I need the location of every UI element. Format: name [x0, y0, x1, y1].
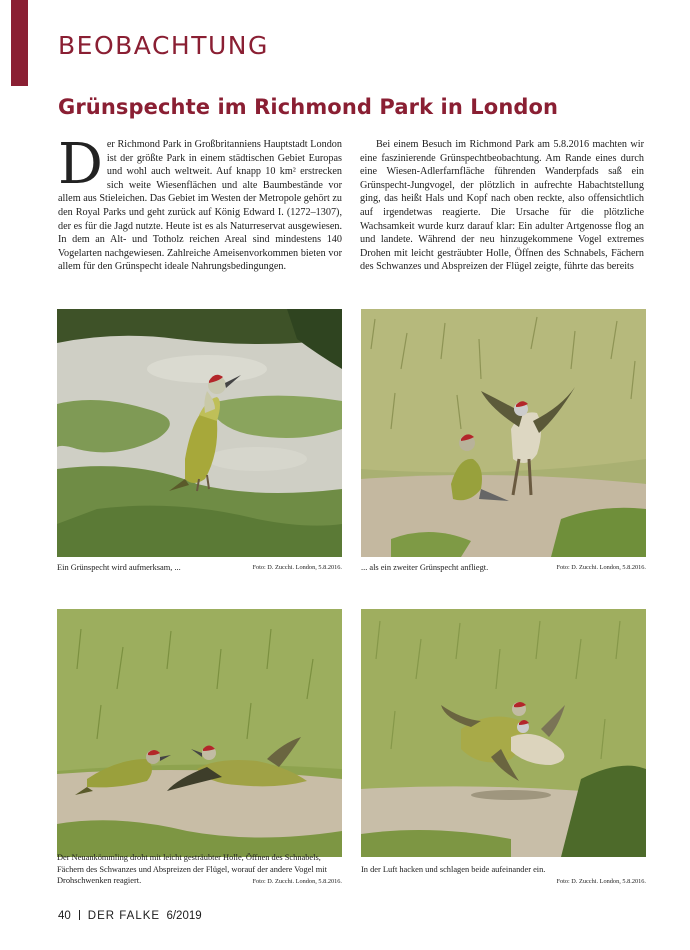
photo-caption-2 [361, 562, 646, 574]
photo-woodpecker-alert [57, 309, 342, 557]
article-column-right: Bei einem Besuch im Richmond Park am 5.8.2016 machten wir eine faszinierende Grünspechtbeobachtung. Am Rande eines durch eine Wiesen-Adlerfarnfläche führenden Wanderpfads saß ein Grünspecht-Jungvogel, der plötzlich in aufrechte Habachtstellung ging, das heißt Hals und Kopf nach oben reckte, also offensichtlich auf irgendetwas reagierte. Die Ursache für die plötzliche Wachsamkeit wurde kurz darauf klar: Ein adulter Artgenosse flog an und landete. Während der neu hinzugekommene Vogel extremes Drohen mit leicht gesträubter Holle, Öffnen des Schnabels, Fächern des Schwanzes und Abspreizen der Flügel zeigte, führte das bereits [360, 139, 644, 273]
page-footer [58, 910, 202, 922]
photo-caption-3 [57, 852, 342, 888]
photo-credit: Foto: D. Zucchi. London, 5.8.2016. [252, 878, 342, 886]
photo-aerial-fight [361, 609, 646, 857]
photo-caption-1 [57, 562, 342, 574]
photo-second-woodpecker-landing [361, 309, 646, 557]
section-title: BEOBACHTUNG [58, 31, 269, 60]
caption-text: Ein Grünspecht wird aufmerksam, ... [57, 563, 181, 572]
section-accent-bar [11, 0, 28, 86]
photo-credit: Foto: D. Zucchi. London, 5.8.2016. [556, 878, 646, 886]
caption-text: Der Neuankömmling droht mit leicht gesträubter Holle, Öffnen des Schnabels, Fächern des Schwanzes und Abspreizen der Flügel, worauf der andere Vogel mit Drohschwenken reagiert. [57, 853, 327, 886]
dropcap: D [58, 132, 103, 197]
article-title: Grünspechte im Richmond Park in London [58, 95, 559, 119]
footer-divider [79, 910, 80, 920]
photo-threat-display [57, 609, 342, 857]
left-column-text: er Richmond Park in Großbritanniens Hauptstadt London ist der größte Park in einem städtischen Gebiet Europas und wohl auch weltweit. Auf knapp 10 km² erstrecken sich weite Wiesenflächen und alte Baumbestände vor allem aus Stieleichen. Das Gebiet im Westen der Metropole gehört zu den Royal Parks und geht zurück auf König Edward I. (1272–1307), der es für die Jagd nutzte. Heute ist es als Naturreservat ausgewiesen. In dem an Alt- und Totholz reichen Areal sind mindestens 140 Vogelarten nachgewiesen. Zahlreiche Ameisenvorkommen bieten vor allem für den Grünspecht ideale Nahrungsbedingungen. [58, 139, 342, 273]
photo-credit: Foto: D. Zucchi. London, 5.8.2016. [556, 564, 646, 572]
caption-text: In der Luft hacken und schlagen beide aufeinander ein. [361, 865, 546, 874]
page-number: 40 [58, 910, 71, 922]
article-column-left [58, 132, 342, 274]
photo-credit: Foto: D. Zucchi. London, 5.8.2016. [252, 564, 342, 572]
magazine-name: DER FALKE [87, 910, 161, 922]
caption-text: ... als ein zweiter Grünspecht anfliegt. [361, 563, 489, 572]
photo-caption-4 [361, 864, 646, 888]
issue-number: 6/2019 [166, 910, 202, 922]
